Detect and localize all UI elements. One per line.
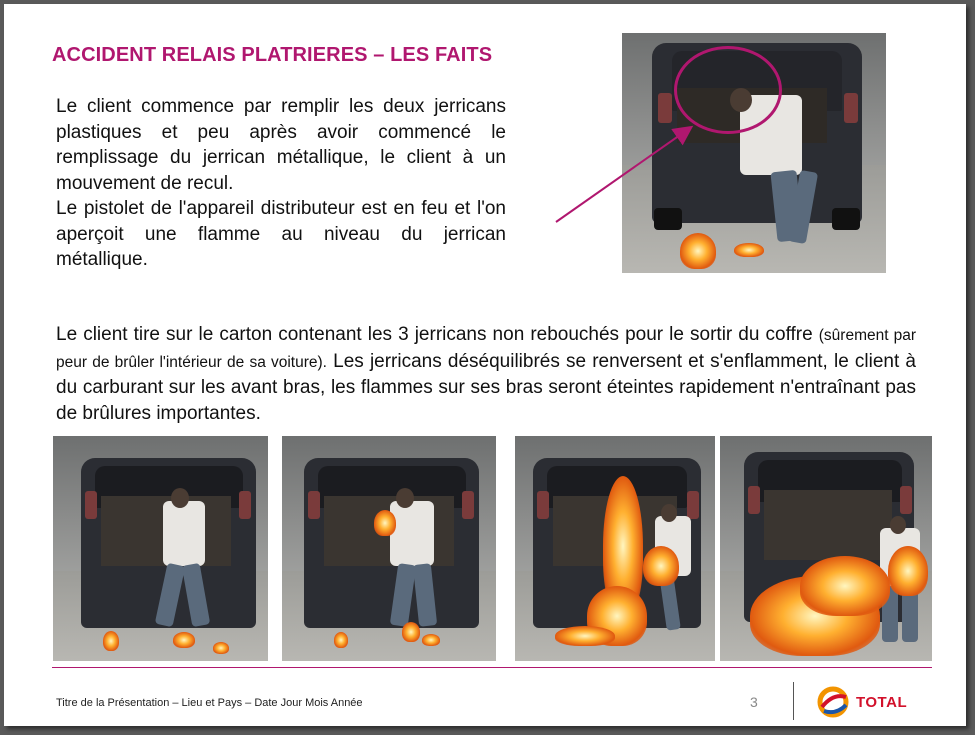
footer-text: Titre de la Présentation – Lieu et Pays – Date Jour Mois Année xyxy=(56,697,363,709)
sequence-photo-3 xyxy=(515,436,715,661)
top-surveillance-photo xyxy=(622,33,886,273)
logo-text: TOTAL xyxy=(856,694,908,711)
intro-paragraph xyxy=(56,94,506,273)
highlight-ellipse xyxy=(674,46,782,134)
slide xyxy=(4,4,966,726)
intro-paragraph-sentence-2: Le pistolet de l'appareil distributeur est en feu et l'on aperçoit une flamme au niveau du jerrican métallique. xyxy=(56,198,506,270)
main-paragraph-part-1: Le client tire sur le carton contenant les 3 jerricans non rebouchés pour le sortir du coffre xyxy=(56,324,819,345)
slide-title: ACCIDENT RELAIS PLATRIERES – LES FAITS xyxy=(52,44,493,66)
sequence-photo-1 xyxy=(53,436,268,661)
intro-paragraph-sentence-1: Le client commence par remplir les deux jerricans plastiques et peu après avoir commencé le remplissage du jerrican métallique, le client à un mouvement de recul. xyxy=(56,96,506,194)
sequence-photo-2 xyxy=(282,436,496,661)
total-logo-icon xyxy=(816,685,856,719)
main-paragraph xyxy=(56,322,916,426)
main-paragraph-part-2: Les jerricans déséquilibrés se renversent et s'enflamment, le client à du carburant sur les avant bras, les flammes sur ses bras seront éteintes rapidement n'entraînant pas de brûlures importantes. xyxy=(56,350,917,424)
sequence-photo-4 xyxy=(720,436,932,661)
main-paragraph-aside: (sûrement par peur de brûler l'intérieur de sa voiture). xyxy=(56,327,917,371)
footer-divider xyxy=(52,667,932,668)
page-number: 3 xyxy=(750,694,758,710)
footer-separator xyxy=(793,682,794,720)
